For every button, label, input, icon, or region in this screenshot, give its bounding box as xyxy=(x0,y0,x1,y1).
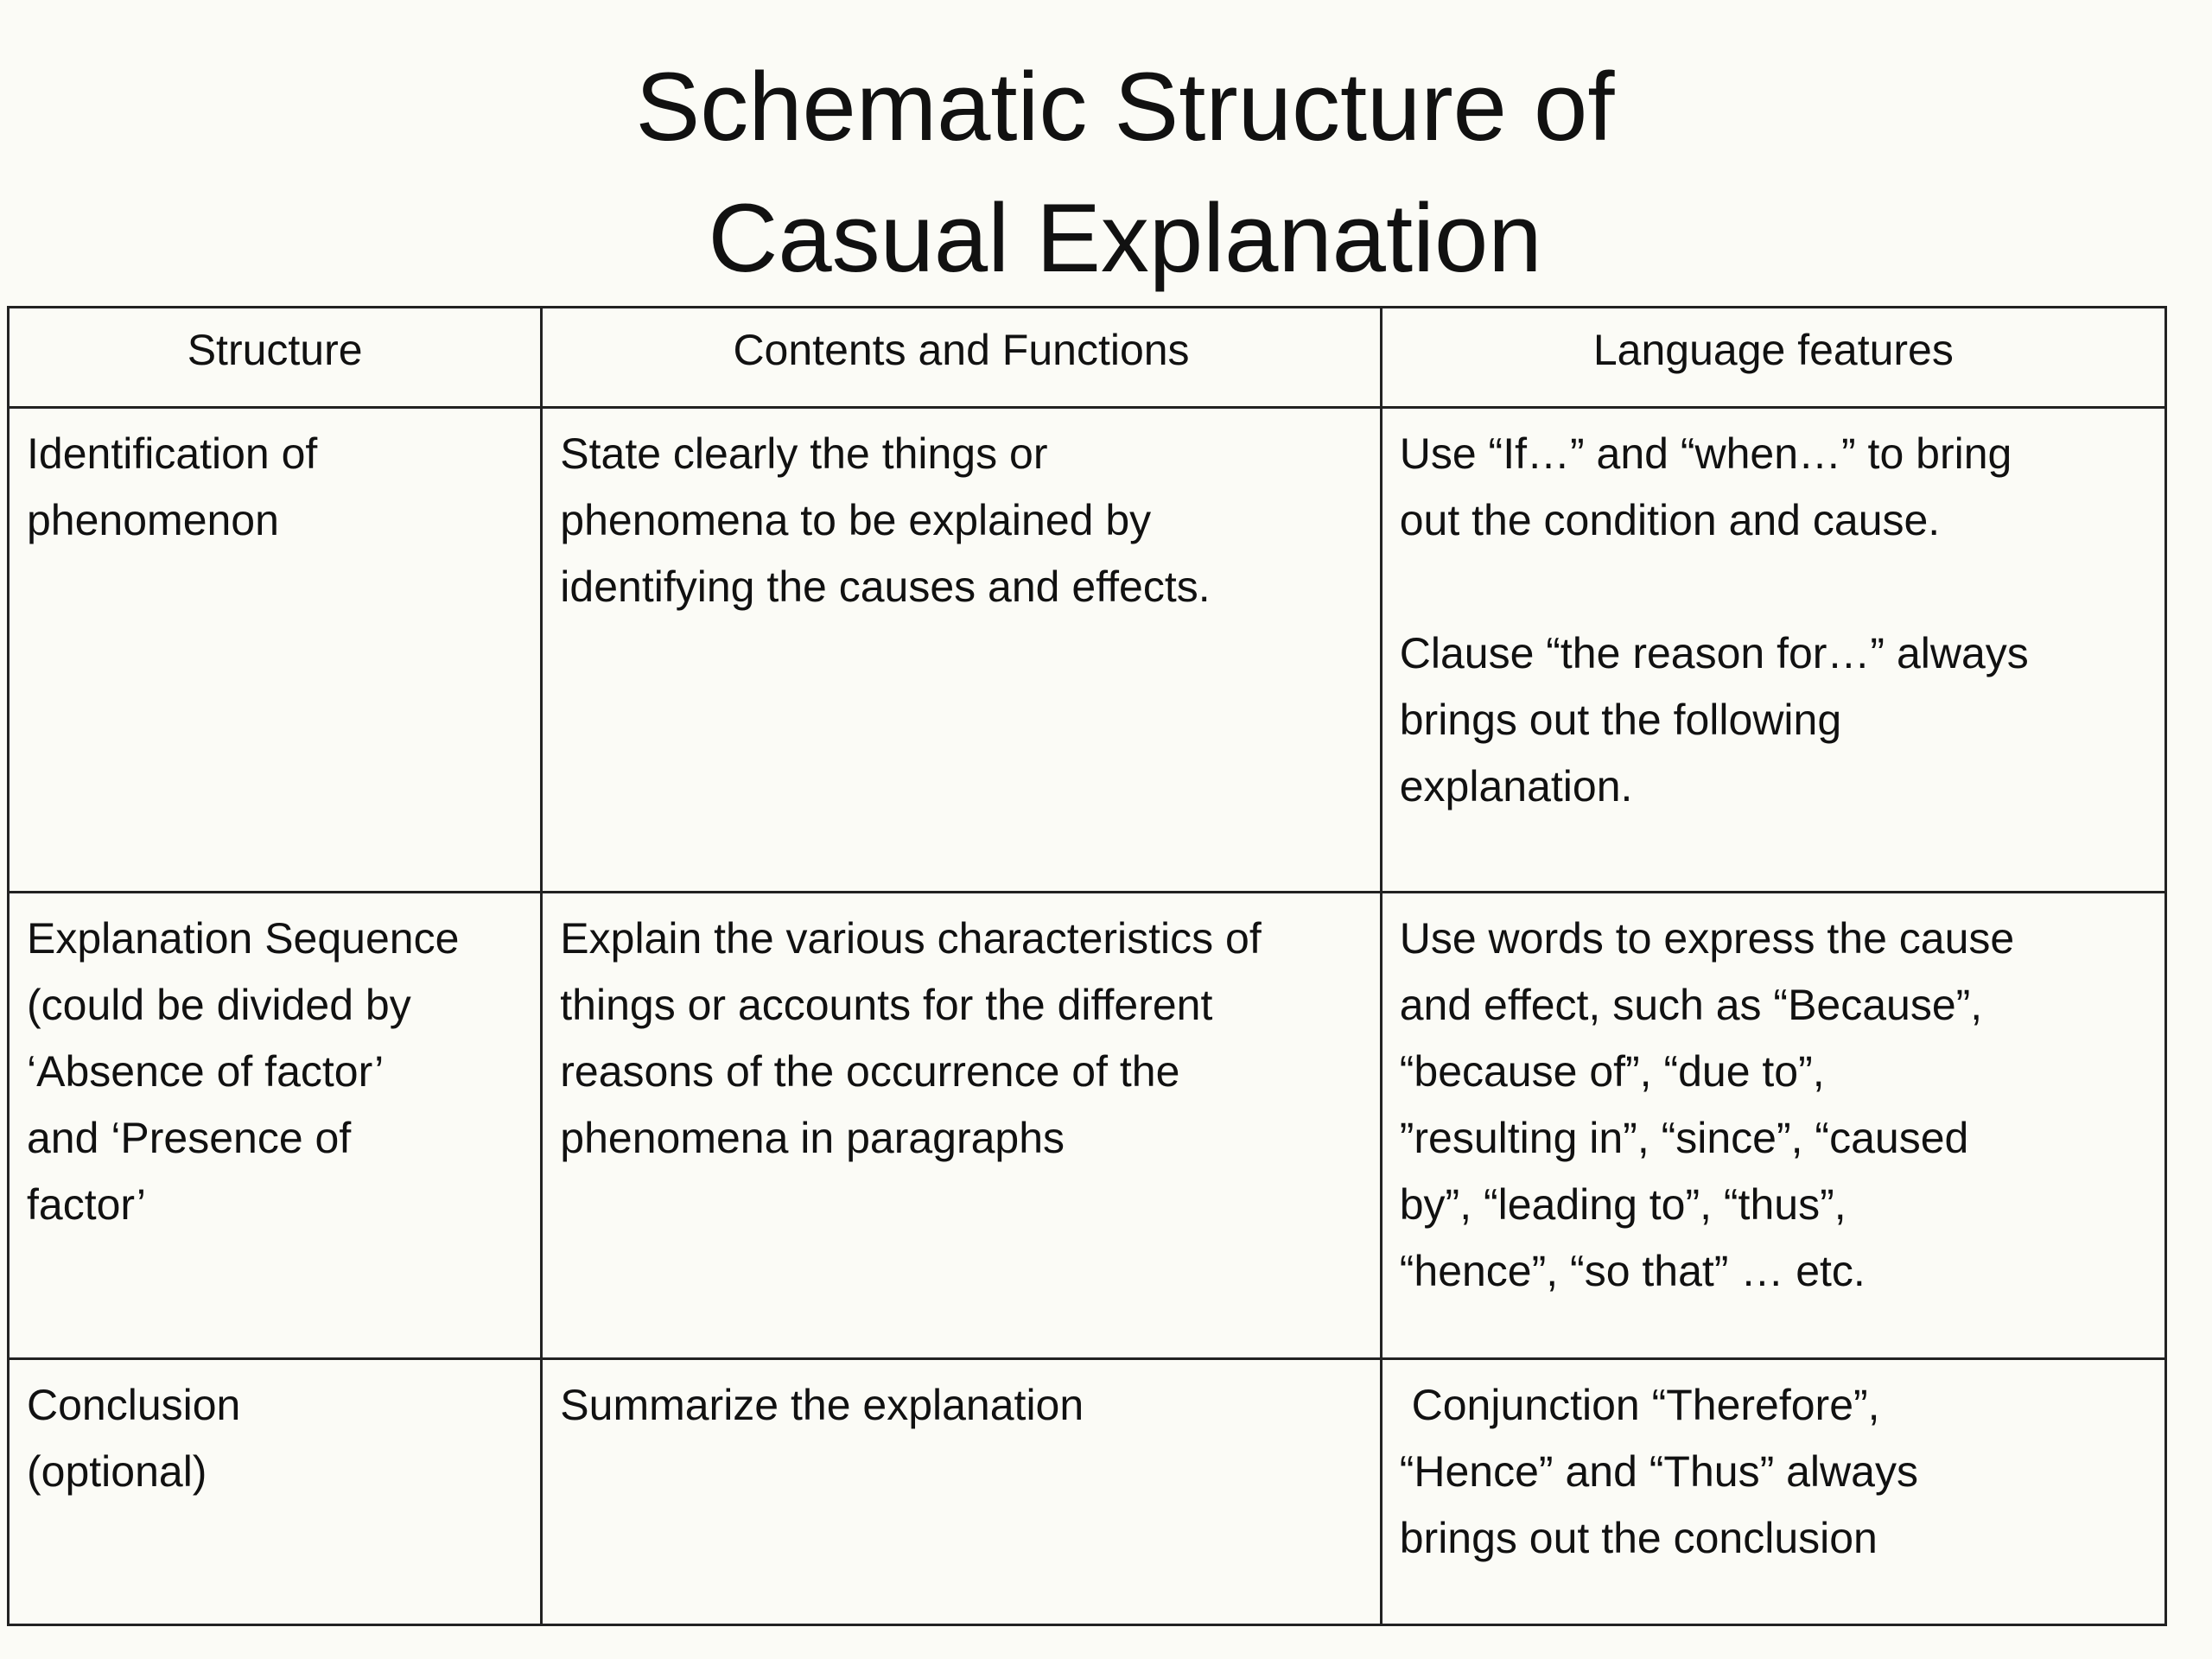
table-row xyxy=(9,893,2166,1359)
line: by”, “leading to”, “thus”, xyxy=(1399,1180,1847,1229)
line: (optional) xyxy=(27,1447,207,1496)
line: ”resulting in”, “since”, “caused xyxy=(1399,1114,1969,1162)
line: explanation. xyxy=(1399,762,1633,810)
title-line: Schematic Structure of xyxy=(635,53,1615,161)
line: Identification of xyxy=(27,429,318,478)
header-language: Language features xyxy=(1381,308,2165,408)
title-line: Casual Explanation xyxy=(708,184,1542,292)
line: phenomena in paragraphs xyxy=(560,1114,1065,1162)
line: Use words to express the cause xyxy=(1399,914,2015,963)
line: Clause “the reason for…” always xyxy=(1399,629,2029,677)
line: “hence”, “so that” … etc. xyxy=(1399,1247,1866,1295)
cell-language xyxy=(1381,1359,2165,1625)
cell-language xyxy=(1381,408,2165,893)
line: phenomena to be explained by xyxy=(560,496,1152,544)
line: brings out the following xyxy=(1399,696,1842,744)
cell-structure xyxy=(9,893,542,1359)
cell-contents xyxy=(542,893,1381,1359)
line: Explain the various characteristics of xyxy=(560,914,1262,963)
line: Use “If…” and “when…” to bring xyxy=(1399,429,2012,478)
line: phenomenon xyxy=(27,496,279,544)
table-row xyxy=(9,1359,2166,1625)
schematic-structure-table xyxy=(7,306,2167,1626)
line: and effect, such as “Because”, xyxy=(1399,981,1983,1029)
line: things or accounts for the different xyxy=(560,981,1213,1029)
page-title xyxy=(0,41,2212,304)
line: Explanation Sequence xyxy=(27,914,460,963)
line: identifying the causes and effects. xyxy=(560,563,1211,611)
line: Conjunction “Therefore”, xyxy=(1399,1381,1880,1429)
line: State clearly the things or xyxy=(560,429,1048,478)
line: “because of”, “due to”, xyxy=(1399,1047,1825,1096)
cell-structure xyxy=(9,1359,542,1625)
line: brings out the conclusion xyxy=(1399,1514,1878,1562)
line: (could be divided by xyxy=(27,981,411,1029)
line: ‘Absence of factor’ xyxy=(27,1047,385,1096)
header-structure: Structure xyxy=(9,308,542,408)
line: Summarize the explanation xyxy=(560,1381,1084,1429)
line: Conclusion xyxy=(27,1381,241,1429)
cell-contents xyxy=(542,408,1381,893)
header-contents: Contents and Functions xyxy=(542,308,1381,408)
line: and ‘Presence of xyxy=(27,1114,352,1162)
cell-structure xyxy=(9,408,542,893)
line: reasons of the occurrence of the xyxy=(560,1047,1180,1096)
cell-contents xyxy=(542,1359,1381,1625)
table-header-row xyxy=(9,308,2166,408)
line: factor’ xyxy=(27,1180,147,1229)
line: “Hence” and “Thus” always xyxy=(1399,1447,1918,1496)
table-row xyxy=(9,408,2166,893)
line: out the condition and cause. xyxy=(1399,496,1941,544)
cell-language xyxy=(1381,893,2165,1359)
